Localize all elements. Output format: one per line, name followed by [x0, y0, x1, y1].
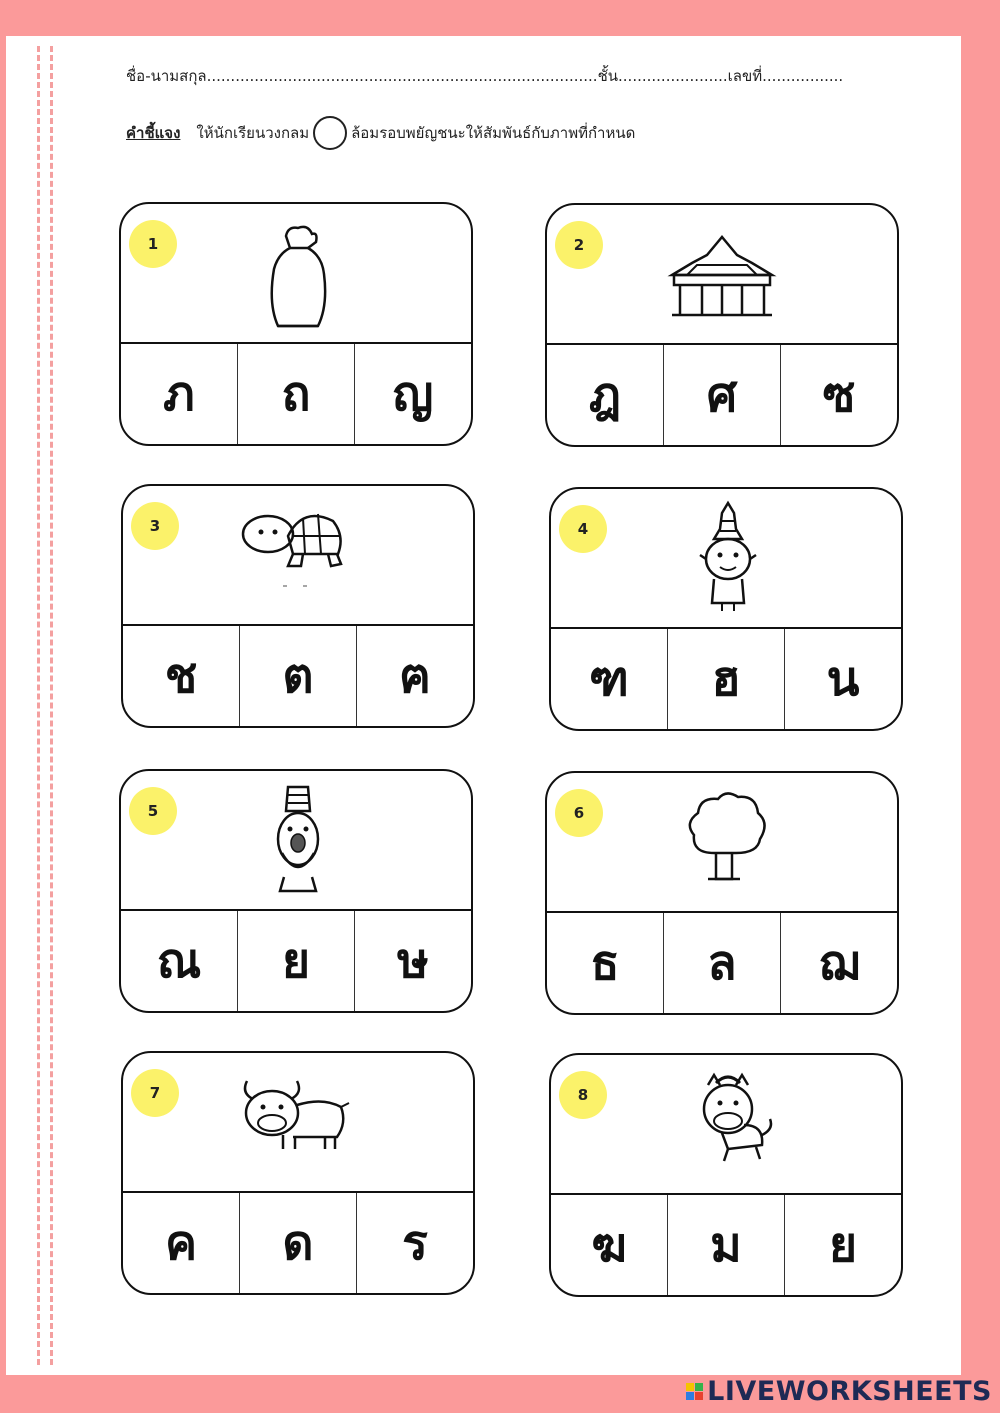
- picture-area: [547, 773, 897, 913]
- letter-choice[interactable]: ษ: [397, 933, 429, 989]
- letter-choices: [551, 629, 901, 729]
- question-number: 1: [129, 220, 177, 268]
- letter-choice[interactable]: ฌ: [818, 935, 860, 991]
- brand-name: LIVEWORKSHEETS: [707, 1376, 992, 1407]
- letter-choice[interactable]: ศ: [664, 345, 781, 445]
- letter-choices: [547, 913, 897, 1013]
- letter-choice[interactable]: ณ: [121, 911, 238, 1011]
- letter-choice[interactable]: ย: [828, 1217, 858, 1273]
- brand-square: [686, 1383, 694, 1391]
- question-number: 3: [131, 502, 179, 550]
- letter-choice[interactable]: ฑ: [551, 629, 668, 729]
- letter-choices: [551, 1195, 901, 1295]
- letter-choice[interactable]: ย: [238, 911, 355, 1011]
- letter-choice[interactable]: ฎ: [547, 345, 664, 445]
- brand-mark-icon: [686, 1383, 703, 1400]
- pavilion-icon: [662, 215, 782, 330]
- turtle-icon: [233, 496, 353, 611]
- letter-choice[interactable]: ล: [664, 913, 781, 1013]
- letter-choices: [123, 1193, 473, 1293]
- question-number: 6: [555, 789, 603, 837]
- letter-choice[interactable]: ต: [240, 626, 357, 726]
- question-number: 7: [131, 1069, 179, 1117]
- letter-choice[interactable]: ร: [402, 1215, 428, 1271]
- brand-square: [695, 1383, 703, 1391]
- letter-choice[interactable]: น: [826, 651, 860, 707]
- margin-line-left: [37, 46, 40, 1365]
- letter-choice[interactable]: ม: [668, 1195, 785, 1295]
- question-number: 8: [559, 1071, 607, 1119]
- picture-area: [547, 205, 897, 345]
- picture-area: [123, 1053, 473, 1193]
- letter-choices: [123, 626, 473, 726]
- question-number: 5: [129, 787, 177, 835]
- brand-square: [686, 1392, 694, 1400]
- circle-symbol-icon: [313, 116, 347, 150]
- instruction-label: คำชี้แจง: [126, 124, 181, 142]
- letter-choice[interactable]: ธ: [547, 913, 664, 1013]
- question-card-3: [121, 484, 475, 728]
- instruction-row: [126, 116, 635, 150]
- letter-choice[interactable]: ถ: [238, 344, 355, 444]
- brand-square: [695, 1392, 703, 1400]
- picture-area: [121, 771, 471, 911]
- bag-icon: [248, 214, 348, 329]
- name-class-number-line: ชื่อ-นามสกุล..................................................................................ชั้น.......................เลขที่.................: [126, 67, 844, 85]
- horse-icon: [678, 1065, 778, 1180]
- letter-choice[interactable]: ญ: [392, 366, 434, 422]
- liveworksheets-logo: [686, 1376, 992, 1407]
- tree-icon: [674, 783, 774, 898]
- margin-line-right: [50, 46, 53, 1365]
- picture-area: [551, 1055, 901, 1195]
- buffalo-icon: [233, 1063, 353, 1178]
- letter-choice[interactable]: ค: [123, 1193, 240, 1293]
- letter-choice[interactable]: ซ: [822, 367, 856, 423]
- hermit-icon: [248, 781, 348, 896]
- giant-icon: [678, 499, 778, 614]
- picture-area: [121, 204, 471, 344]
- worksheet-page: [6, 36, 961, 1375]
- question-card-8: [549, 1053, 903, 1297]
- question-card-7: [121, 1051, 475, 1295]
- letter-choice[interactable]: ภ: [121, 344, 238, 444]
- letter-choices: [121, 344, 471, 444]
- question-number: 4: [559, 505, 607, 553]
- instruction-text-end: ล้อมรอบพยัญชนะให้สัมพันธ์กับภาพที่กำหนด: [351, 124, 636, 142]
- question-number: 2: [555, 221, 603, 269]
- picture-area: [123, 486, 473, 626]
- question-card-4: [549, 487, 903, 731]
- instruction-text-start: ให้นักเรียนวงกลม: [196, 124, 310, 142]
- question-card-5: [119, 769, 473, 1013]
- question-card-2: [545, 203, 899, 447]
- picture-area: [551, 489, 901, 629]
- letter-choice[interactable]: ช: [123, 626, 240, 726]
- letter-choice[interactable]: ฮ: [668, 629, 785, 729]
- letter-choice[interactable]: ฆ: [551, 1195, 668, 1295]
- letter-choice[interactable]: ฅ: [398, 648, 432, 704]
- question-card-1: [119, 202, 473, 446]
- question-card-6: [545, 771, 899, 1015]
- letter-choice[interactable]: ด: [240, 1193, 357, 1293]
- letter-choices: [121, 911, 471, 1011]
- letter-choices: [547, 345, 897, 445]
